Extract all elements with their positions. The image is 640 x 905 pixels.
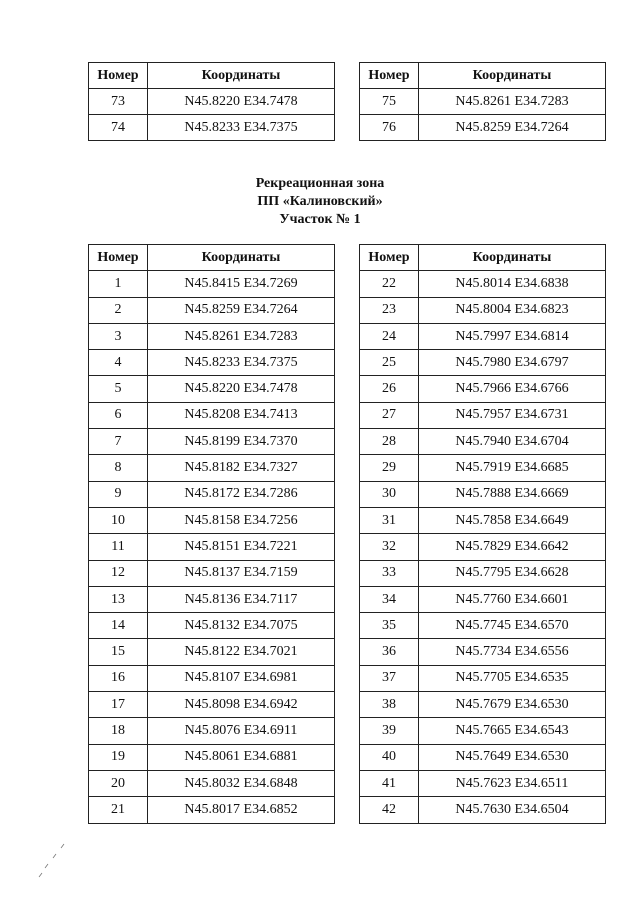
table-row <box>89 455 335 481</box>
point-number-cell: 11 <box>89 534 148 560</box>
table-row <box>360 89 606 115</box>
header-number: Номер <box>89 63 148 89</box>
header-coordinates: Координаты <box>419 63 606 89</box>
table-header-row <box>360 245 606 271</box>
table-header-row <box>89 63 335 89</box>
point-number-cell: 76 <box>360 115 419 141</box>
table-row <box>89 613 335 639</box>
point-number-cell: 73 <box>89 89 148 115</box>
table-row <box>89 297 335 323</box>
coordinates-cell: N45.8151 E34.7221 <box>148 534 335 560</box>
point-number-cell: 23 <box>360 297 419 323</box>
table-header-row <box>360 63 606 89</box>
table-row <box>89 271 335 297</box>
coordinates-cell: N45.8132 E34.7075 <box>148 613 335 639</box>
point-number-cell: 2 <box>89 297 148 323</box>
coordinates-cell: N45.8261 E34.7283 <box>148 323 335 349</box>
table-row <box>360 692 606 718</box>
point-number-cell: 29 <box>360 455 419 481</box>
point-number-cell: 13 <box>89 586 148 612</box>
point-number-cell: 26 <box>360 376 419 402</box>
coordinates-cell: N45.8136 E34.7117 <box>148 586 335 612</box>
table-row <box>89 429 335 455</box>
header-number: Номер <box>360 245 419 271</box>
header-coordinates: Координаты <box>148 245 335 271</box>
point-number-cell: 36 <box>360 639 419 665</box>
table-row <box>360 507 606 533</box>
table-row <box>89 744 335 770</box>
point-number-cell: 24 <box>360 323 419 349</box>
coordinates-cell: N45.7829 E34.6642 <box>419 534 606 560</box>
coordinates-cell: N45.7734 E34.6556 <box>419 639 606 665</box>
pen-stroke-mark <box>34 840 70 880</box>
table-header-row <box>89 245 335 271</box>
coordinates-cell: N45.7997 E34.6814 <box>419 323 606 349</box>
point-number-cell: 39 <box>360 718 419 744</box>
coordinates-cell: N45.7795 E34.6628 <box>419 560 606 586</box>
table-row <box>89 376 335 402</box>
point-number-cell: 33 <box>360 560 419 586</box>
header-number: Номер <box>89 245 148 271</box>
point-number-cell: 10 <box>89 507 148 533</box>
table-row <box>89 586 335 612</box>
coordinates-cell: N45.8014 E34.6838 <box>419 271 606 297</box>
point-number-cell: 41 <box>360 770 419 796</box>
table-row <box>360 481 606 507</box>
coordinates-cell: N45.7858 E34.6649 <box>419 507 606 533</box>
coordinates-cell: N45.7888 E34.6669 <box>419 481 606 507</box>
coordinates-cell: N45.7649 E34.6530 <box>419 744 606 770</box>
table-row <box>89 770 335 796</box>
coordinates-cell: N45.7919 E34.6685 <box>419 455 606 481</box>
table-row <box>89 350 335 376</box>
coordinates-cell: N45.8122 E34.7021 <box>148 639 335 665</box>
coordinates-cell: N45.7745 E34.6570 <box>419 613 606 639</box>
point-number-cell: 25 <box>360 350 419 376</box>
table-row <box>360 376 606 402</box>
coordinates-cell: N45.8233 E34.7375 <box>148 115 335 141</box>
table-row <box>360 350 606 376</box>
point-number-cell: 8 <box>89 455 148 481</box>
coordinates-cell: N45.7705 E34.6535 <box>419 665 606 691</box>
table-row <box>360 560 606 586</box>
table-row <box>360 639 606 665</box>
table-row <box>360 744 606 770</box>
coordinates-cell: N45.8172 E34.7286 <box>148 481 335 507</box>
table-row <box>360 534 606 560</box>
point-number-cell: 34 <box>360 586 419 612</box>
table-row <box>360 323 606 349</box>
table-row <box>360 402 606 428</box>
table-row <box>89 560 335 586</box>
table-row <box>89 534 335 560</box>
coordinates-cell: N45.8098 E34.6942 <box>148 692 335 718</box>
point-number-cell: 22 <box>360 271 419 297</box>
section-heading <box>0 175 640 229</box>
table-row <box>89 402 335 428</box>
coordinates-cell: N45.8233 E34.7375 <box>148 350 335 376</box>
header-number: Номер <box>360 63 419 89</box>
table-row <box>360 797 606 823</box>
point-number-cell: 19 <box>89 744 148 770</box>
table-row <box>360 271 606 297</box>
coordinates-cell: N45.8208 E34.7413 <box>148 402 335 428</box>
table-row <box>360 297 606 323</box>
coordinates-cell: N45.8415 E34.7269 <box>148 271 335 297</box>
table-row <box>360 429 606 455</box>
coordinates-cell: N45.8220 E34.7478 <box>148 89 335 115</box>
point-number-cell: 30 <box>360 481 419 507</box>
coordinates-cell: N45.8032 E34.6848 <box>148 770 335 796</box>
point-number-cell: 6 <box>89 402 148 428</box>
table-row <box>89 481 335 507</box>
coordinates-cell: N45.8199 E34.7370 <box>148 429 335 455</box>
coordinates-cell: N45.7957 E34.6731 <box>419 402 606 428</box>
header-coordinates: Координаты <box>419 245 606 271</box>
point-number-cell: 3 <box>89 323 148 349</box>
top-right-table <box>359 62 606 141</box>
point-number-cell: 35 <box>360 613 419 639</box>
table-row <box>360 613 606 639</box>
table-row <box>89 115 335 141</box>
point-number-cell: 12 <box>89 560 148 586</box>
table-row <box>360 455 606 481</box>
table-row <box>89 797 335 823</box>
table-row <box>89 692 335 718</box>
point-number-cell: 75 <box>360 89 419 115</box>
point-number-cell: 16 <box>89 665 148 691</box>
main-left-table <box>88 244 335 824</box>
point-number-cell: 18 <box>89 718 148 744</box>
coordinates-cell: N45.8158 E34.7256 <box>148 507 335 533</box>
coordinates-cell: N45.8259 E34.7264 <box>148 297 335 323</box>
header-coordinates: Координаты <box>148 63 335 89</box>
main-right-table <box>359 244 606 824</box>
coordinates-cell: N45.8259 E34.7264 <box>419 115 606 141</box>
heading-zone: Рекреационная зона <box>255 176 385 191</box>
point-number-cell: 32 <box>360 534 419 560</box>
coordinates-cell: N45.8220 E34.7478 <box>148 376 335 402</box>
coordinates-cell: N45.7980 E34.6797 <box>419 350 606 376</box>
coordinates-cell: N45.7665 E34.6543 <box>419 718 606 744</box>
table-row <box>360 115 606 141</box>
table-row <box>360 586 606 612</box>
point-number-cell: 38 <box>360 692 419 718</box>
coordinates-cell: N45.7679 E34.6530 <box>419 692 606 718</box>
point-number-cell: 27 <box>360 402 419 428</box>
point-number-cell: 42 <box>360 797 419 823</box>
table-row <box>89 718 335 744</box>
coordinates-cell: N45.8137 E34.7159 <box>148 560 335 586</box>
table-row <box>89 639 335 665</box>
coordinates-cell: N45.8261 E34.7283 <box>419 89 606 115</box>
point-number-cell: 5 <box>89 376 148 402</box>
point-number-cell: 7 <box>89 429 148 455</box>
point-number-cell: 28 <box>360 429 419 455</box>
coordinates-cell: N45.7630 E34.6504 <box>419 797 606 823</box>
point-number-cell: 21 <box>89 797 148 823</box>
heading-plot: Участок № 1 <box>279 212 361 227</box>
point-number-cell: 17 <box>89 692 148 718</box>
point-number-cell: 14 <box>89 613 148 639</box>
point-number-cell: 9 <box>89 481 148 507</box>
point-number-cell: 1 <box>89 271 148 297</box>
point-number-cell: 20 <box>89 770 148 796</box>
point-number-cell: 37 <box>360 665 419 691</box>
point-number-cell: 4 <box>89 350 148 376</box>
table-row <box>360 718 606 744</box>
point-number-cell: 31 <box>360 507 419 533</box>
point-number-cell: 40 <box>360 744 419 770</box>
coordinates-cell: N45.8004 E34.6823 <box>419 297 606 323</box>
table-row <box>360 770 606 796</box>
coordinates-cell: N45.8017 E34.6852 <box>148 797 335 823</box>
table-row <box>89 507 335 533</box>
point-number-cell: 15 <box>89 639 148 665</box>
coordinates-cell: N45.7623 E34.6511 <box>419 770 606 796</box>
coordinates-cell: N45.8061 E34.6881 <box>148 744 335 770</box>
table-row <box>89 323 335 349</box>
coordinates-cell: N45.7940 E34.6704 <box>419 429 606 455</box>
table-row <box>89 665 335 691</box>
point-number-cell: 74 <box>89 115 148 141</box>
coordinates-cell: N45.8182 E34.7327 <box>148 455 335 481</box>
coordinates-cell: N45.8107 E34.6981 <box>148 665 335 691</box>
coordinates-cell: N45.7966 E34.6766 <box>419 376 606 402</box>
top-left-table <box>88 62 335 141</box>
coordinates-cell: N45.8076 E34.6911 <box>148 718 335 744</box>
heading-park: ПП «Калиновский» <box>257 194 383 209</box>
coordinates-cell: N45.7760 E34.6601 <box>419 586 606 612</box>
table-row <box>360 665 606 691</box>
table-row <box>89 89 335 115</box>
